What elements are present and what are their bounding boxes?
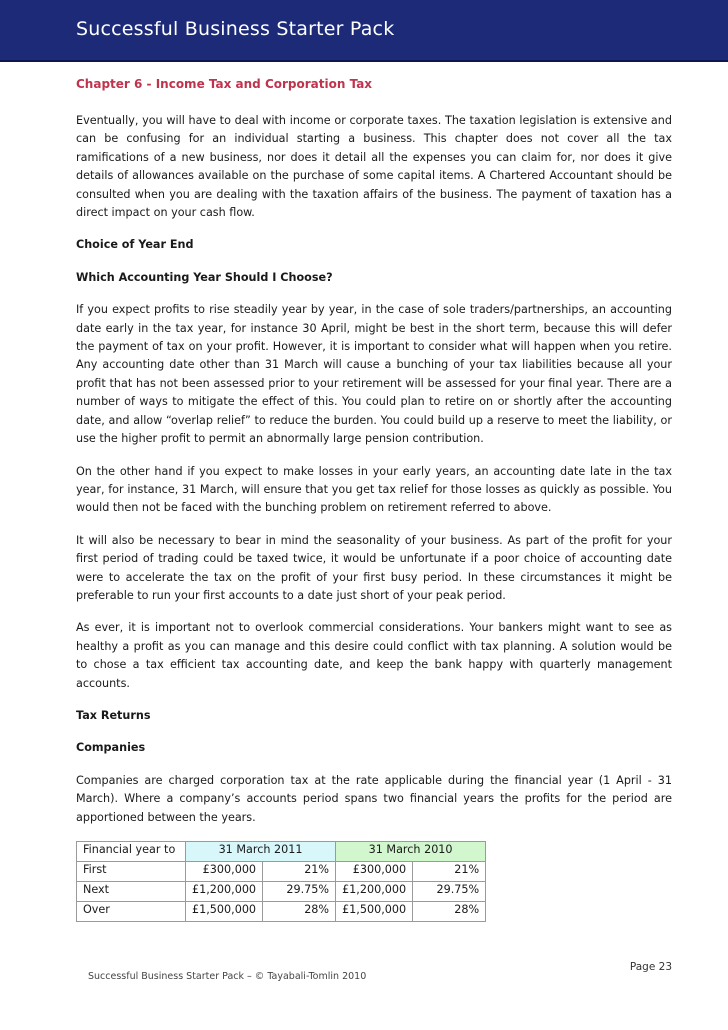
amount-2010: £1,200,000: [336, 882, 413, 902]
rate-2011: 28%: [263, 902, 336, 922]
footer-copyright: Successful Business Starter Pack – © Tayabali-Tomlin 2010: [88, 971, 367, 982]
corporation-tax-table: [76, 841, 486, 922]
header-financial-year: Financial year to: [77, 842, 186, 862]
section-heading-tax-returns: Tax Returns: [76, 708, 151, 722]
rate-2010: 29.75%: [413, 882, 486, 902]
table-header-row: [77, 842, 486, 862]
table-row: [77, 862, 486, 882]
rate-2011: 21%: [263, 862, 336, 882]
paragraph-profits-rise: If you expect profits to rise steadily year by year, in the case of sole traders/partnerships, an accounting date early in the tax year, for instance 30 April, might be best in the short term, because this will defer the payment of tax on your profit. However, it is important to consider what will happen when you retire. Any accounting date other than 31 March will cause a bunching of your tax liabilities because all your profit that has not been assessed prior to your retirement will be assessed for your final year. There are a number of ways to mitigate the effect of this. You could plan to retire on or shortly after the accounting date, and allow “overlap relief” to reduce the burden. You could build up a reserve to meet the liability, or use the higher profit to permit an abnormally large pension contribution.: [76, 303, 672, 446]
header-march-2010: 31 March 2010: [336, 842, 486, 862]
rate-2010: 28%: [413, 902, 486, 922]
chapter-title: Chapter 6 - Income Tax and Corporation Tax: [76, 77, 373, 91]
paragraph-commercial: As ever, it is important not to overlook commercial considerations. Your bankers might want to see as healthy a profit as you can manage and this desire could conflict with tax planning. A solution would be to chose a tax efficient tax accounting date, and keep the bank happy with quarterly management accounts.: [76, 621, 672, 690]
row-label: First: [77, 862, 186, 882]
rate-2011: 29.75%: [263, 882, 336, 902]
table-row: [77, 882, 486, 902]
page-body: [76, 74, 672, 922]
row-label: Next: [77, 882, 186, 902]
paragraph-losses: On the other hand if you expect to make losses in your early years, an accounting date late in the tax year, for instance, 31 March, will ensure that you get tax relief for those losses as quickly as possible. You would then not be faced with the bunching problem on retirement referred to above.: [76, 464, 672, 515]
page-number: Page 23: [629, 961, 672, 973]
paragraph-seasonality: It will also be necessary to bear in mind the seasonality of your business. As part of the profit for your first period of trading could be taxed twice, it would be unfortunate if a poor choice of accounting date were to accelerate the tax on the profit of your first busy period. In these circumstances it might be preferable to run your first accounts to a date just short of your peak period.: [76, 533, 672, 602]
amount-2010: £1,500,000: [336, 902, 413, 922]
subsection-heading-companies: Companies: [76, 741, 146, 755]
row-label: Over: [77, 902, 186, 922]
amount-2011: £1,200,000: [186, 882, 263, 902]
rate-2010: 21%: [413, 862, 486, 882]
subsection-heading-which-year: Which Accounting Year Should I Choose?: [76, 270, 333, 284]
page-header-bar: [0, 0, 728, 62]
document-title: Successful Business Starter Pack: [76, 18, 395, 40]
section-heading-year-end: Choice of Year End: [76, 238, 194, 252]
paragraph-companies: Companies are charged corporation tax at the rate applicable during the financial year (1 April - 31 March). Where a company’s accounts period spans two financial years the profits for the period are apportioned between the years.: [76, 773, 672, 824]
amount-2011: £300,000: [186, 862, 263, 882]
intro-paragraph: Eventually, you will have to deal with income or corporate taxes. The taxation legislation is extensive and can be confusing for an individual starting a business. This chapter does not cover all the tax ramifications of a new business, nor does it detail all the expenses you can claim for, nor does it give details of allowances available on the purchase of some capital items. A Chartered Accountant should be consulted when you are dealing with the taxation affairs of the business. The payment of taxation has a direct impact on your cash flow.: [76, 114, 672, 220]
header-march-2011: 31 March 2011: [186, 842, 336, 862]
amount-2011: £1,500,000: [186, 902, 263, 922]
table-row: [77, 902, 486, 922]
amount-2010: £300,000: [336, 862, 413, 882]
